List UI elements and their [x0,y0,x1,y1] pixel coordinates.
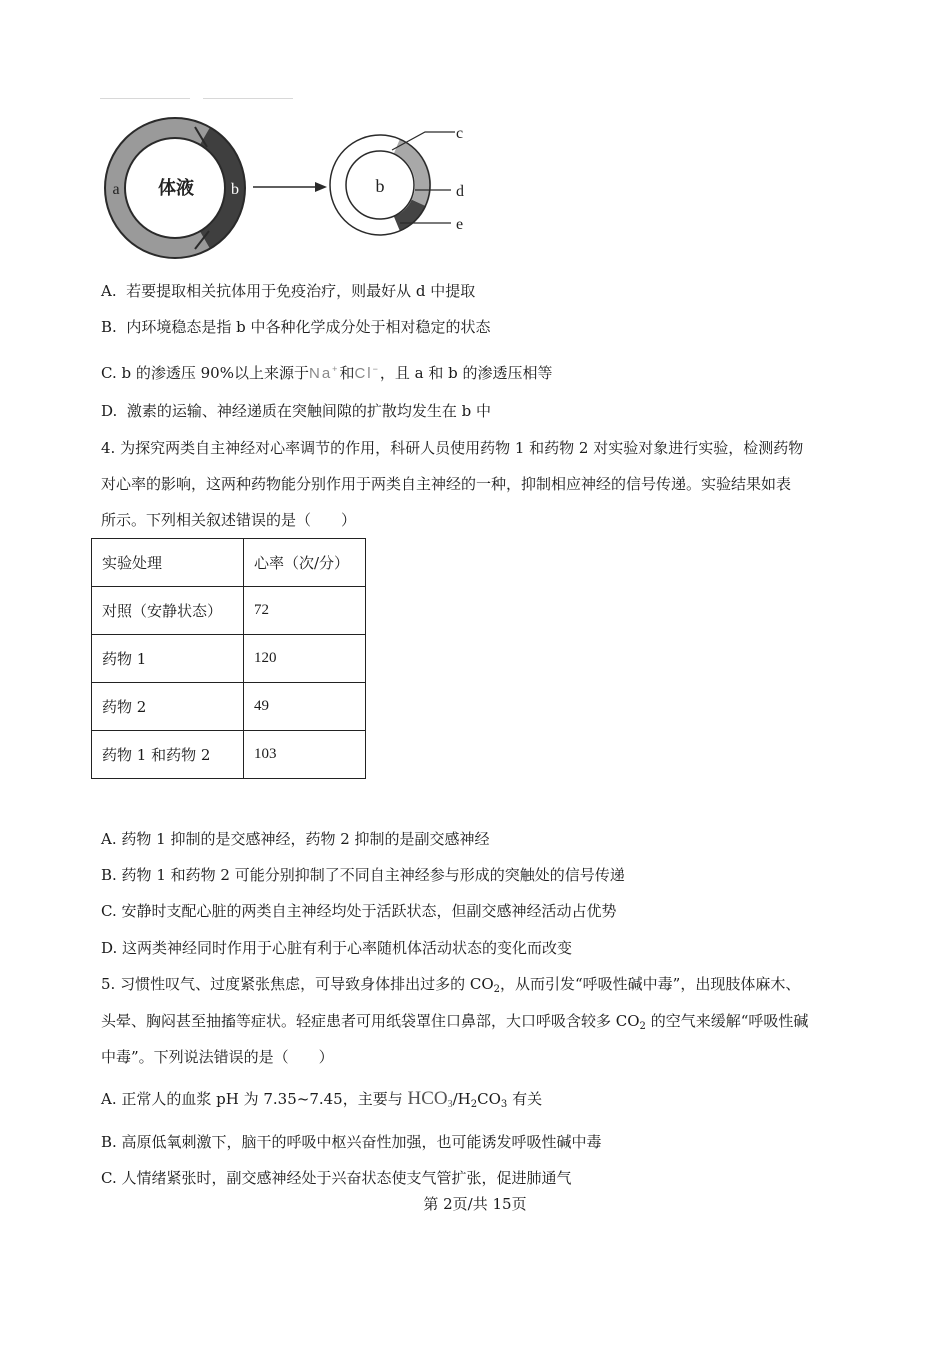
sodium-ion: Na+ [308,364,340,382]
q5-option-a: A. 正常人的血浆 pH 为 7.35~7.45，主要与 $HCO_3/H_2CO_3$ 有关 [101,1088,543,1110]
q4-stem-line: 对心率的影响，这两种药物能分别作用于两类自主神经的一种，抑制相应神经的信号传递。实验结果如表 [101,475,792,493]
q5-option-c: C. 人情绪紧张时，副交感神经处于兴奋状态使支气管扩张，促进肺通气 [101,1169,572,1187]
q5-stem-line: 中毒”。下列说法错误的是（ ） [101,1048,334,1066]
table-cell: 103 [244,731,366,779]
q4-option-d: D. 这两类神经同时作用于心脏有利于心率随机体活动状态的变化而改变 [101,939,573,957]
label-e: e [456,216,464,233]
q5-stem-line: 头晕、胸闷甚至抽搐等症状。轻症患者可用纸袋罩住口鼻部，大口呼吸含较多 $CO_2$ 的空气来缓解“呼吸性碱 [101,1012,809,1032]
q4-stem-line: 所示。下列相关叙述错误的是（ ） [101,511,357,529]
scan-mark [100,98,190,99]
page-footer: 第 2页/共 15页 [423,1195,527,1213]
table-header: 心率（次/分） [244,539,366,587]
table-row [92,587,366,635]
table-header-row [92,539,366,587]
table-row [92,635,366,683]
scan-mark [203,98,293,99]
table-cell: 49 [244,683,366,731]
q3-option-b: B. 内环境稳态是指 b 中各种化学成分处于相对稳定的状态 [101,318,491,336]
q4-stem-line: 4. 为探究两类自主神经对心率调节的作用，科研人员使用药物 1 和药物 2 对实验对象进行实验，检测药物 [101,439,804,457]
center-label: 体液 [158,178,194,199]
experiment-table [91,538,366,779]
table-cell: 120 [244,635,366,683]
table-cell: 72 [244,587,366,635]
q5-stem-line: 5. 习惯性叹气、过度紧张焦虑，可导致身体排出过多的 $CO_2$，从而引发“呼吸性碱中毒”，出现肢体麻木、 [101,975,801,995]
label-c: c [456,125,464,142]
bicarbonate-formula: $HCO_3$ [407,1088,453,1110]
q3-option-d: D. 激素的运输、神经递质在突触间隙的扩散均发生在 b 中 [101,402,491,420]
table-row [92,683,366,731]
table-cell: 药物 1 和药物 2 [92,731,244,779]
q4-option-c: C. 安静时支配心脏的两类自主神经均处于活跃状态，但副交感神经活动占优势 [101,902,617,920]
body-fluid-diagram [95,110,495,260]
q3-option-a: A. 若要提取相关抗体用于免疫治疗，则最好从 d 中提取 [101,282,476,300]
label-a: a [112,181,120,198]
label-d: d [456,183,464,200]
table-cell: 药物 1 [92,635,244,683]
chloride-ion: Cl− [354,364,380,382]
small-center-label: b [375,176,385,196]
table-cell: 对照（安静状态） [92,587,244,635]
q4-option-a: A. 药物 1 抑制的是交感神经，药物 2 抑制的是副交感神经 [101,830,490,848]
q3-option-c: C. b 的渗透压 90%以上来源于Na+和Cl−，且 a 和 b 的渗透压相等 [101,364,553,382]
q4-option-b: B. 药物 1 和药物 2 可能分别抑制了不同自主神经参与形成的突触处的信号传递 [101,866,625,884]
label-b: b [231,181,239,198]
q5-option-b: B. 高原低氧刺激下，脑干的呼吸中枢兴奋性加强，也可能诱发呼吸性碱中毒 [101,1133,602,1151]
table-header: 实验处理 [92,539,244,587]
table-cell: 药物 2 [92,683,244,731]
table-row [92,731,366,779]
arrow-head [315,182,327,192]
